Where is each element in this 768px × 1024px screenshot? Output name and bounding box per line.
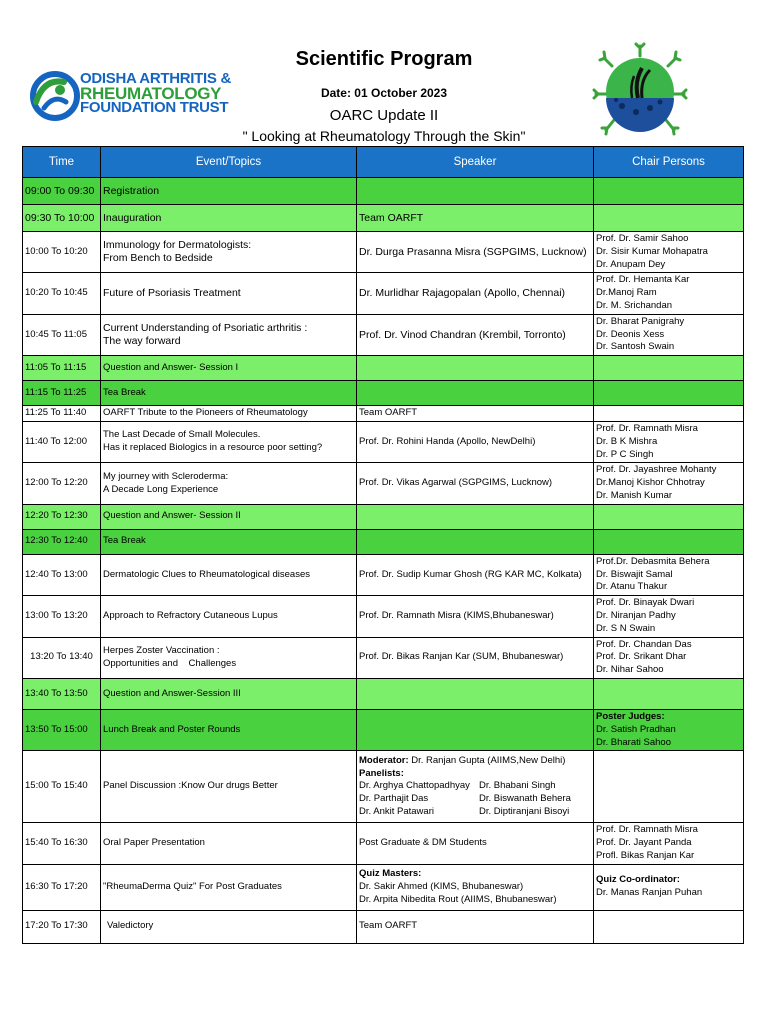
event-cell xyxy=(101,421,357,462)
chair-name: Prof. Dr. Jayant Panda xyxy=(596,837,692,849)
chairs-cell xyxy=(594,637,744,678)
speaker-cell: Prof. Dr. Rohini Handa (Apollo, NewDelhi) xyxy=(357,421,594,462)
chair-name: Dr. S N Swain xyxy=(596,622,656,634)
time-cell: 12:00 To 12:20 xyxy=(23,463,101,504)
chair-name: Dr. Manas Ranjan Puhan xyxy=(596,887,703,899)
panelist-pair xyxy=(359,806,591,819)
chair-name: Prof.Dr. Debasmita Behera xyxy=(596,555,710,567)
chair-name: Dr. P C Singh xyxy=(596,448,654,460)
time-cell: 13:00 To 13:20 xyxy=(23,596,101,637)
col-header-time: Time xyxy=(23,147,101,178)
time-cell: 17:20 To 17:30 xyxy=(23,910,101,943)
table-row xyxy=(23,421,744,462)
speaker-cell xyxy=(357,709,594,750)
speaker-cell: Prof. Dr. Vikas Agarwal (SGPGIMS, Lucknow) xyxy=(357,463,594,504)
chair-name: Dr. Anupam Dey xyxy=(596,258,666,270)
chair-name: Dr. Satish Pradhan xyxy=(596,723,676,735)
chairs-cell xyxy=(594,678,744,709)
event-cell: Approach to Refractory Cutaneous Lupus xyxy=(101,596,357,637)
event-line: Current Understanding of Psoriatic arthritis : xyxy=(103,322,308,335)
table-row xyxy=(23,637,744,678)
chairs-cell xyxy=(594,406,744,422)
chair-name: Dr.Manoj Kishor Chhotray xyxy=(596,477,705,489)
table-row xyxy=(23,314,744,355)
panelist-name: Dr. Diptiranjani Bisoyi xyxy=(479,806,570,817)
chair-name: Prof. Dr. Hemanta Kar xyxy=(596,274,690,286)
time-cell: 10:00 To 10:20 xyxy=(23,232,101,273)
speaker-cell: Prof. Dr. Bikas Ranjan Kar (SUM, Bhubaneswar) xyxy=(357,637,594,678)
panelist-name: Dr. Bhabani Singh xyxy=(479,780,556,792)
table-row xyxy=(23,910,744,943)
event-line: The way forward xyxy=(103,334,181,347)
table-row xyxy=(23,232,744,273)
event-cell: Question and Answer- Session II xyxy=(101,504,357,529)
chair-name: Dr. Sisir Kumar Mohapatra xyxy=(596,245,708,257)
skin-emblem-icon xyxy=(592,42,688,138)
speaker-cell xyxy=(357,381,594,406)
chair-name: Dr. M. Srichandan xyxy=(596,299,673,311)
event-cell xyxy=(101,463,357,504)
time-cell: 15:40 To 16:30 xyxy=(23,823,101,864)
table-row xyxy=(23,463,744,504)
speaker-cell xyxy=(357,356,594,381)
table-row xyxy=(23,596,744,637)
table-row xyxy=(23,678,744,709)
event-line: Immunology for Dermatologists: xyxy=(103,239,252,252)
time-cell: 11:40 To 12:00 xyxy=(23,421,101,462)
speaker-cell: Prof. Dr. Sudip Kumar Ghosh (RG KAR MC, Kolkata) xyxy=(357,554,594,595)
chairs-cell xyxy=(594,205,744,232)
event-line: Has it replaced Biologics in a resource poor setting? xyxy=(103,442,323,454)
time-cell: 12:20 To 12:30 xyxy=(23,504,101,529)
chairs-cell xyxy=(594,314,744,355)
chairs-cell xyxy=(594,381,744,406)
event-cell xyxy=(101,232,357,273)
moderator-label: Moderator: xyxy=(359,754,409,766)
event-cell: Tea Break xyxy=(101,381,357,406)
moderator-line xyxy=(359,755,591,768)
event-line: From Bench to Bedside xyxy=(103,252,213,265)
logo-line-2: RHEUMATOLOGY xyxy=(80,84,222,103)
time-cell: 13:40 To 13:50 xyxy=(23,678,101,709)
speaker-cell xyxy=(357,678,594,709)
quiz-master-name: Dr. Arpita Nibedita Rout (AIIMS, Bhubaneswar) xyxy=(359,893,557,905)
chair-name: Prof. Dr. Ramnath Misra xyxy=(596,824,698,836)
table-row xyxy=(23,381,744,406)
event-cell: Question and Answer- Session I xyxy=(101,356,357,381)
speaker-cell xyxy=(357,178,594,205)
chair-name: Dr. B K Mishra xyxy=(596,435,658,447)
table-row xyxy=(23,205,744,232)
event-cell: Future of Psoriasis Treatment xyxy=(101,273,357,314)
panelist-name: Dr. Parthajit Das xyxy=(359,793,429,805)
chairs-cell xyxy=(594,910,744,943)
speaker-cell: Team OARFT xyxy=(357,910,594,943)
table-row xyxy=(23,864,744,910)
chairs-cell xyxy=(594,596,744,637)
chair-name: Dr. Nihar Sahoo xyxy=(596,664,664,676)
table-row xyxy=(23,823,744,864)
chairs-cell xyxy=(594,709,744,750)
chair-name: Prof. Dr. Samir Sahoo xyxy=(596,233,689,244)
event-cell: OARFT Tribute to the Pioneers of Rheumatology xyxy=(101,406,357,422)
table-row xyxy=(23,356,744,381)
chair-name: Prof. Dr. Jayashree Mohanty xyxy=(596,464,717,476)
event-cell: Question and Answer-Session III xyxy=(101,678,357,709)
time-cell: 11:25 To 11:40 xyxy=(23,406,101,422)
speaker-cell: Dr. Durga Prasanna Misra (SGPGIMS, Lucknow) xyxy=(357,232,594,273)
speaker-cell xyxy=(357,504,594,529)
col-header-speaker: Speaker xyxy=(357,147,594,178)
time-cell: 10:20 To 10:45 xyxy=(23,273,101,314)
logo-line-3: FOUNDATION TRUST xyxy=(80,99,229,116)
time-cell: 11:05 To 11:15 xyxy=(23,356,101,381)
chairs-cell xyxy=(594,273,744,314)
speaker-cell: Post Graduate & DM Students xyxy=(357,823,594,864)
quiz-coordinator-label: Quiz Co-ordinator: xyxy=(596,874,680,886)
panelist-name: Dr. Arghya Chattopadhyay xyxy=(359,780,470,792)
event-cell: Lunch Break and Poster Rounds xyxy=(101,709,357,750)
quiz-masters-label: Quiz Masters: xyxy=(359,868,422,879)
time-cell: 09:30 To 10:00 xyxy=(23,205,101,232)
quiz-master-name: Dr. Sakir Ahmed (KIMS, Bhubaneswar) xyxy=(359,880,524,892)
table-row xyxy=(23,504,744,529)
panelist-pair xyxy=(359,780,591,793)
chair-name: Prof. Dr. Ramnath Misra xyxy=(596,422,698,434)
table-row xyxy=(23,554,744,595)
poster-judges-label: Poster Judges: xyxy=(596,710,665,722)
chairs-cell xyxy=(594,864,744,910)
event-cell xyxy=(101,910,357,943)
chair-name: Dr. Manish Kumar xyxy=(596,489,673,501)
table-header xyxy=(23,147,744,178)
page-title: Scientific Program xyxy=(295,48,473,70)
event-cell: Oral Paper Presentation xyxy=(101,823,357,864)
speaker-cell xyxy=(357,751,594,823)
time-cell: 12:30 To 12:40 xyxy=(23,529,101,554)
chairs-cell xyxy=(594,823,744,864)
chair-name: Dr. Deonis Xess xyxy=(596,328,665,340)
time-cell: 09:00 To 09:30 xyxy=(23,178,101,205)
moderator-name: Dr. Ranjan Gupta (AIIMS,New Delhi) xyxy=(408,754,566,766)
event-cell: Inauguration xyxy=(101,205,357,232)
chairs-cell xyxy=(594,421,744,462)
speaker-cell: Prof. Dr. Vinod Chandran (Krembil, Torronto) xyxy=(357,314,594,355)
event-cell: Panel Discussion :Know Our drugs Better xyxy=(101,751,357,823)
chairs-cell xyxy=(594,554,744,595)
chair-name: Dr. Bharati Sahoo xyxy=(596,736,671,748)
event-cell: Tea Break xyxy=(101,529,357,554)
chairs-cell xyxy=(594,232,744,273)
chair-name: Dr. Niranjan Padhy xyxy=(596,609,676,621)
logo-line-1: ODISHA ARTHRITIS & xyxy=(80,70,231,87)
chair-name: Profl. Bikas Ranjan Kar xyxy=(596,849,695,861)
table-row xyxy=(23,406,744,422)
chairs-cell xyxy=(594,751,744,823)
event-cell: Registration xyxy=(101,178,357,205)
speaker-cell: Team OARFT xyxy=(357,406,594,422)
event-line: My journey with Scleroderma: xyxy=(103,470,229,482)
event-line: Opportunities and Challenges xyxy=(103,657,237,669)
panelist-name: Dr. Ankit Patawari xyxy=(359,806,434,817)
event-date: Date: 01 October 2023 xyxy=(320,86,448,100)
panelist-pair xyxy=(359,793,591,806)
chair-name: Prof. Dr. Chandan Das xyxy=(596,638,692,650)
col-header-event: Event/Topics xyxy=(101,147,357,178)
table-row xyxy=(23,529,744,554)
speaker-cell xyxy=(357,864,594,910)
speaker-cell: Team OARFT xyxy=(357,205,594,232)
chairs-cell xyxy=(594,356,744,381)
chairs-cell xyxy=(594,463,744,504)
col-header-chairs: Chair Persons xyxy=(594,147,744,178)
event-cell: "RheumaDerma Quiz" For Post Graduates xyxy=(101,864,357,910)
time-cell: 11:15 To 11:25 xyxy=(23,381,101,406)
chairs-cell xyxy=(594,178,744,205)
table-row xyxy=(23,709,744,750)
time-cell: 15:00 To 15:40 xyxy=(23,751,101,823)
event-line: The Last Decade of Small Molecules. xyxy=(103,429,261,441)
event-name: OARC Update II xyxy=(329,107,439,124)
chair-name: Dr. Atanu Thakur xyxy=(596,581,668,593)
panelists-label: Panelists: xyxy=(359,767,404,779)
time-cell: 10:45 To 11:05 xyxy=(23,314,101,355)
speaker-cell: Prof. Dr. Ramnath Misra (KIMS,Bhubaneswar) xyxy=(357,596,594,637)
event-line: A Decade Long Experience xyxy=(103,483,219,495)
table-row xyxy=(23,178,744,205)
chairs-cell xyxy=(594,504,744,529)
speaker-cell xyxy=(357,529,594,554)
table-row xyxy=(23,751,744,823)
event-cell xyxy=(101,314,357,355)
chairs-cell xyxy=(594,529,744,554)
time-cell: 13:50 To 15:00 xyxy=(23,709,101,750)
chair-name: Dr. Santosh Swain xyxy=(596,341,675,353)
event-cell xyxy=(101,637,357,678)
chair-name: Prof. Dr. Srikant Dhar xyxy=(596,651,687,663)
event-tagline: " Looking at Rheumatology Through the Skin" xyxy=(242,128,526,144)
chair-name: Dr.Manoj Ram xyxy=(596,287,657,299)
time-cell: 12:40 To 13:00 xyxy=(23,554,101,595)
chair-name: Dr. Biswajit Samal xyxy=(596,568,673,580)
program-table xyxy=(22,146,744,944)
event-text: Valedictory xyxy=(107,920,154,932)
time-cell: 16:30 To 17:20 xyxy=(23,864,101,910)
chair-name: Dr. Bharat Panigrahy xyxy=(596,315,685,327)
event-line: Herpes Zoster Vaccination : xyxy=(103,644,220,656)
chair-name: Prof. Dr. Binayak Dwari xyxy=(596,597,695,609)
time-cell: 13:20 To 13:40 xyxy=(23,637,101,678)
panelist-name: Dr. Biswanath Behera xyxy=(479,793,571,805)
speaker-cell: Dr. Murlidhar Rajagopalan (Apollo, Chennai) xyxy=(357,273,594,314)
table-row xyxy=(23,273,744,314)
event-cell: Dermatologic Clues to Rheumatological diseases xyxy=(101,554,357,595)
